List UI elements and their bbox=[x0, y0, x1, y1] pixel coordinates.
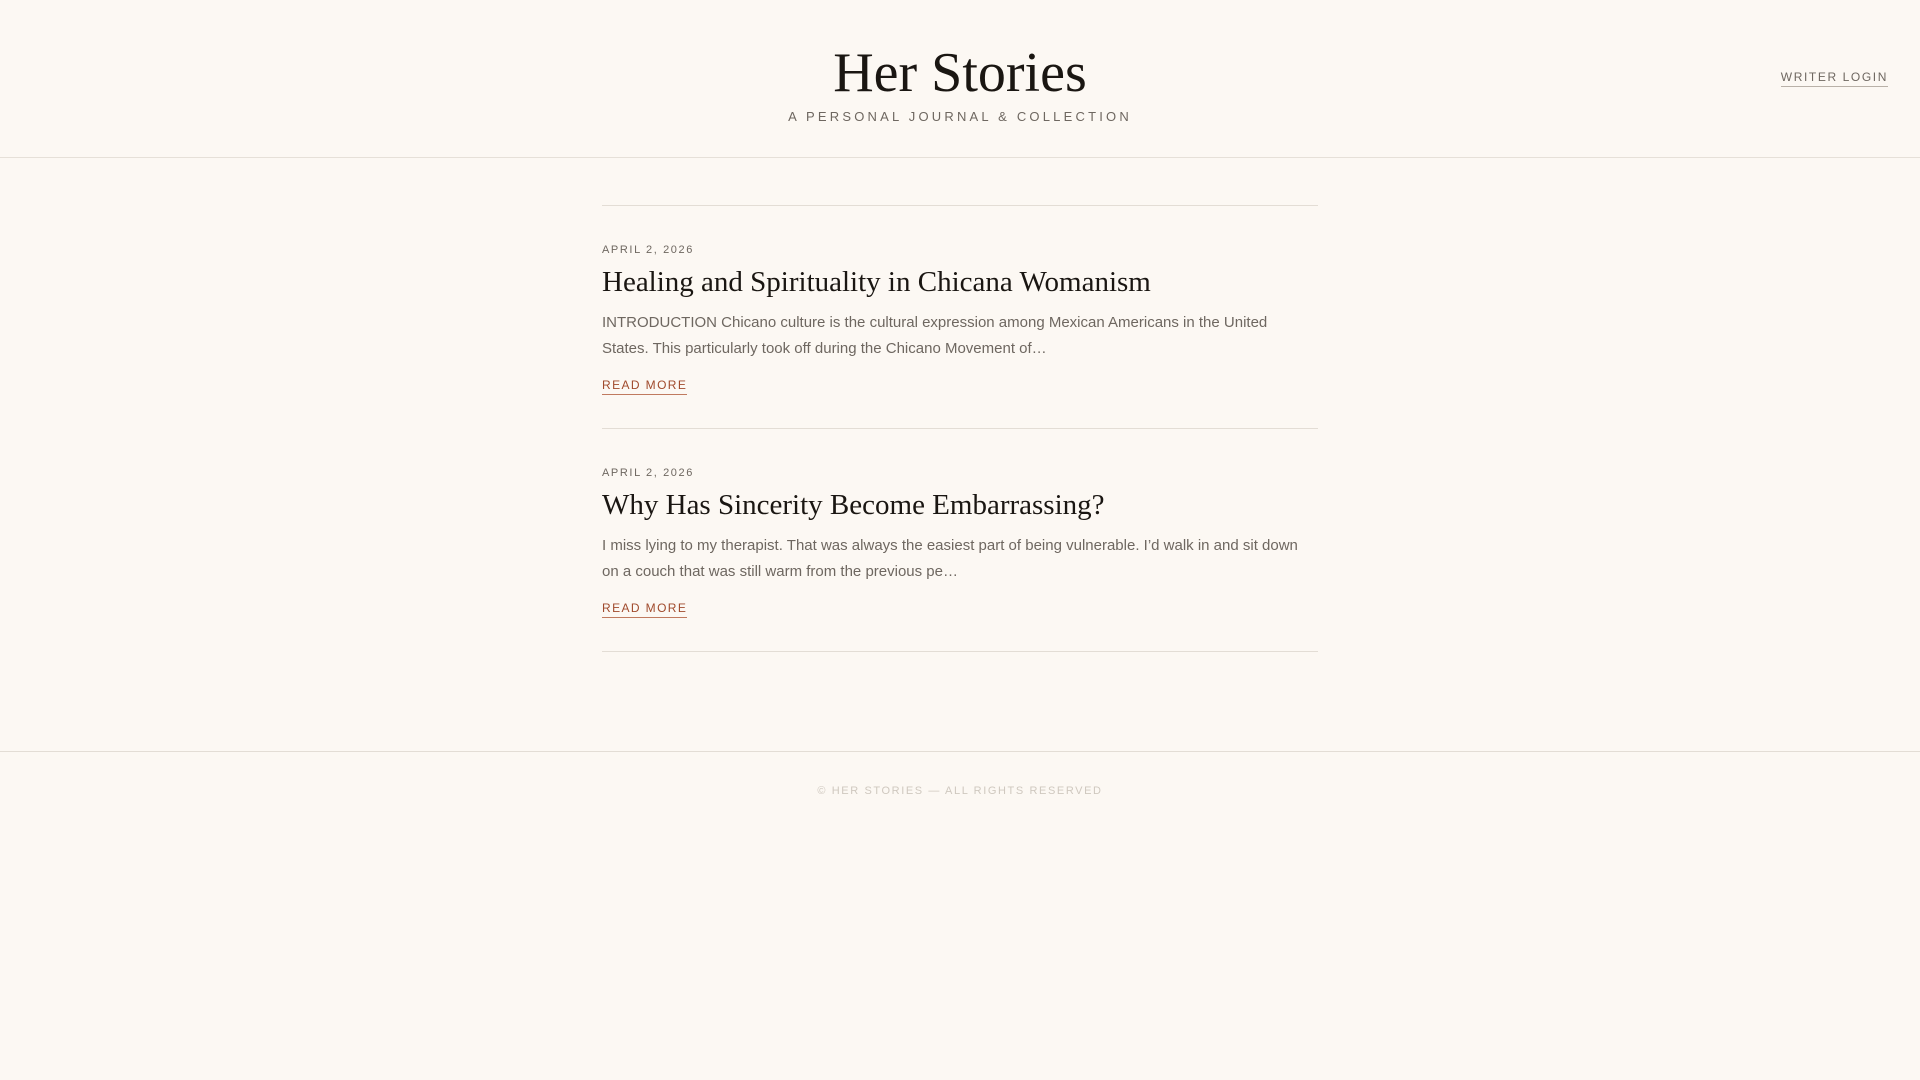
writer-login-link[interactable]: WRITER LOGIN bbox=[1781, 70, 1888, 87]
post-item bbox=[602, 429, 1318, 652]
copyright-text: © HER STORIES — ALL RIGHTS RESERVED bbox=[817, 785, 1103, 797]
site-title[interactable]: Her Stories bbox=[833, 42, 1087, 104]
post-excerpt: I miss lying to my therapist. That was always the easiest part of being vulnerable. I’d walk in and sit down on a couch that was still warm from the previous pe… bbox=[602, 537, 1298, 580]
read-more-link[interactable]: READ MORE bbox=[602, 378, 687, 395]
site-tagline: A PERSONAL JOURNAL & COLLECTION bbox=[788, 109, 1132, 124]
post-title-link[interactable]: Why Has Sincerity Become Embarrassing? bbox=[602, 489, 1105, 521]
post-date: APRIL 2, 2026 bbox=[602, 244, 694, 256]
post-item bbox=[602, 206, 1318, 429]
post-list bbox=[602, 205, 1318, 652]
post-excerpt: INTRODUCTION Chicano culture is the cultural expression among Mexican Americans in the United States. This particularly took off during the Chicano Movement of… bbox=[602, 314, 1268, 357]
read-more-link[interactable]: READ MORE bbox=[602, 601, 687, 618]
site-header bbox=[0, 0, 1920, 158]
post-date: APRIL 2, 2026 bbox=[602, 467, 694, 479]
site-footer bbox=[0, 751, 1920, 797]
post-title-link[interactable]: Healing and Spirituality in Chicana Womanism bbox=[602, 266, 1151, 298]
